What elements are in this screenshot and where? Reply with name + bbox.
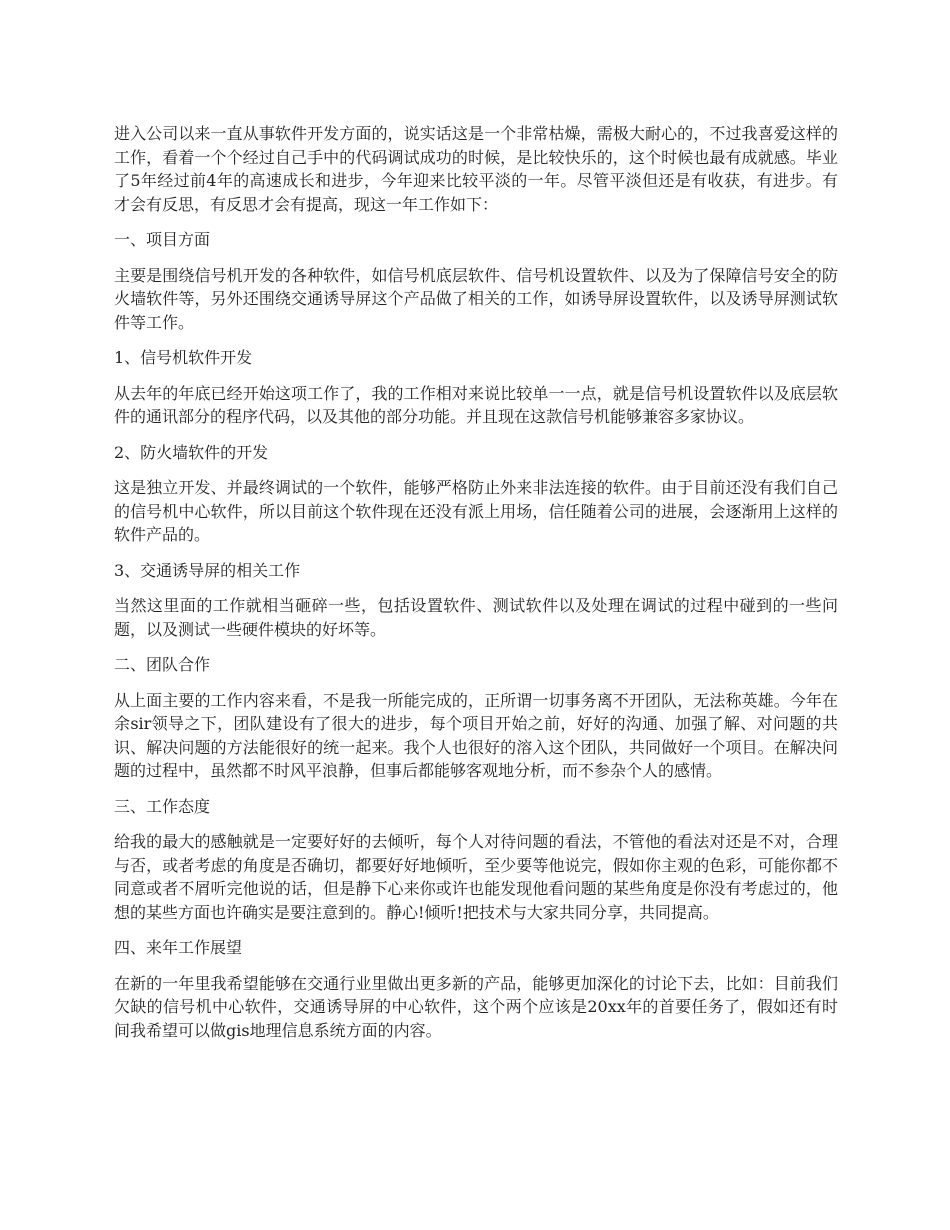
section-body-outlook: 在新的一年里我希望能够在交通行业里做出更多新的产品，能够更加深化的讨论下去，比如：目前我们欠缺的信号机中心软件，交通诱导屏的中心软件，这个两个应该是20xx年的首要任务了，假如还有时间我希望可以做gis地理信息系统方面的内容。 [114,973,838,1040]
section-body-attitude: 给我的最大的感触就是一定要好好的去倾听，每个人对待问题的看法，不管他的看法对还是不对，合理与否，或者考虑的角度是否确切，都要好好地倾听，至少要等他说完，假如你主观的色彩，可能你都不同意或者不屑听完他说的话，但是静下心来你或许也能发现他看问题的某些角度是你没有考虑过的，他想的某些方面也许确实是要注意到的。静心!倾听!把技术与大家共同分享，共同提高。 [114,832,838,922]
document-page [114,122,838,1054]
section-heading-teamwork: 二、团队合作 [114,655,211,674]
section-heading-project: 一、项目方面 [114,230,211,249]
section-heading-firewall: 2、防火墙软件的开发 [114,442,269,462]
section-body-teamwork: 从上面主要的工作内容来看，不是我一所能完成的，正所谓一切事务离不开团队，无法称英雄。今年在余sir领导之下，团队建设有了很大的进步，每个项目开始之前，好好的沟通、加强了解、对问题的共识、解决问题的方法能很好的统一起来。我个人也很好的溶入这个团队，共同做好一个项目。在解决问题的过程中，虽然都不时风平浪静，但事后都能够客观地分析，而不参杂个人的感情。 [114,690,838,780]
section-body-guidance-screen: 当然这里面的工作就相当砸碎一些，包括设置软件、测试软件以及处理在调试的过程中碰到的一些问题，以及测试一些硬件模块的好坏等。 [114,596,838,639]
section-body-project: 主要是围绕信号机开发的各种软件，如信号机底层软件、信号机设置软件、以及为了保障信号安全的防火墙软件等，另外还围绕交通诱导屏这个产品做了相关的工作，如诱导屏设置软件，以及诱导屏测试软件等工作。 [114,265,838,332]
section-body-signal-software: 从去年的年底已经开始这项工作了，我的工作相对来说比较单一一点，就是信号机设置软件以及底层软件的通讯部分的程序代码，以及其他的部分功能。并且现在这款信号机能够兼容多家协议。 [114,383,838,426]
section-heading-signal-software: 1、信号机软件开发 [114,348,253,367]
section-heading-outlook: 四、来年工作展望 [114,938,243,957]
section-heading-guidance-screen: 3、交通诱导屏的相关工作 [114,560,301,580]
intro-paragraph: 进入公司以来一直从事软件开发方面的，说实话这是一个非常枯燥，需极大耐心的，不过我喜爱这样的工作，看着一个个经过自己手中的代码调试成功的时候，是比较快乐的，这个时候也最有成就感。毕业了5年经过前4年的高速成长和进步，今年迎来比较平淡的一年。尽管平淡但还是有收获，有进步。有才会有反思，有反思才会有提高，现这一年工作如下： [114,124,838,214]
section-heading-attitude: 三、工作态度 [114,796,211,816]
section-body-firewall: 这是独立开发、并最终调试的一个软件，能够严格防止外来非法连接的软件。由于目前还没有我们自己的信号机中心软件，所以目前这个软件现在还没有派上用场，信任随着公司的进展，会逐渐用上这样的软件产品的。 [114,478,838,544]
